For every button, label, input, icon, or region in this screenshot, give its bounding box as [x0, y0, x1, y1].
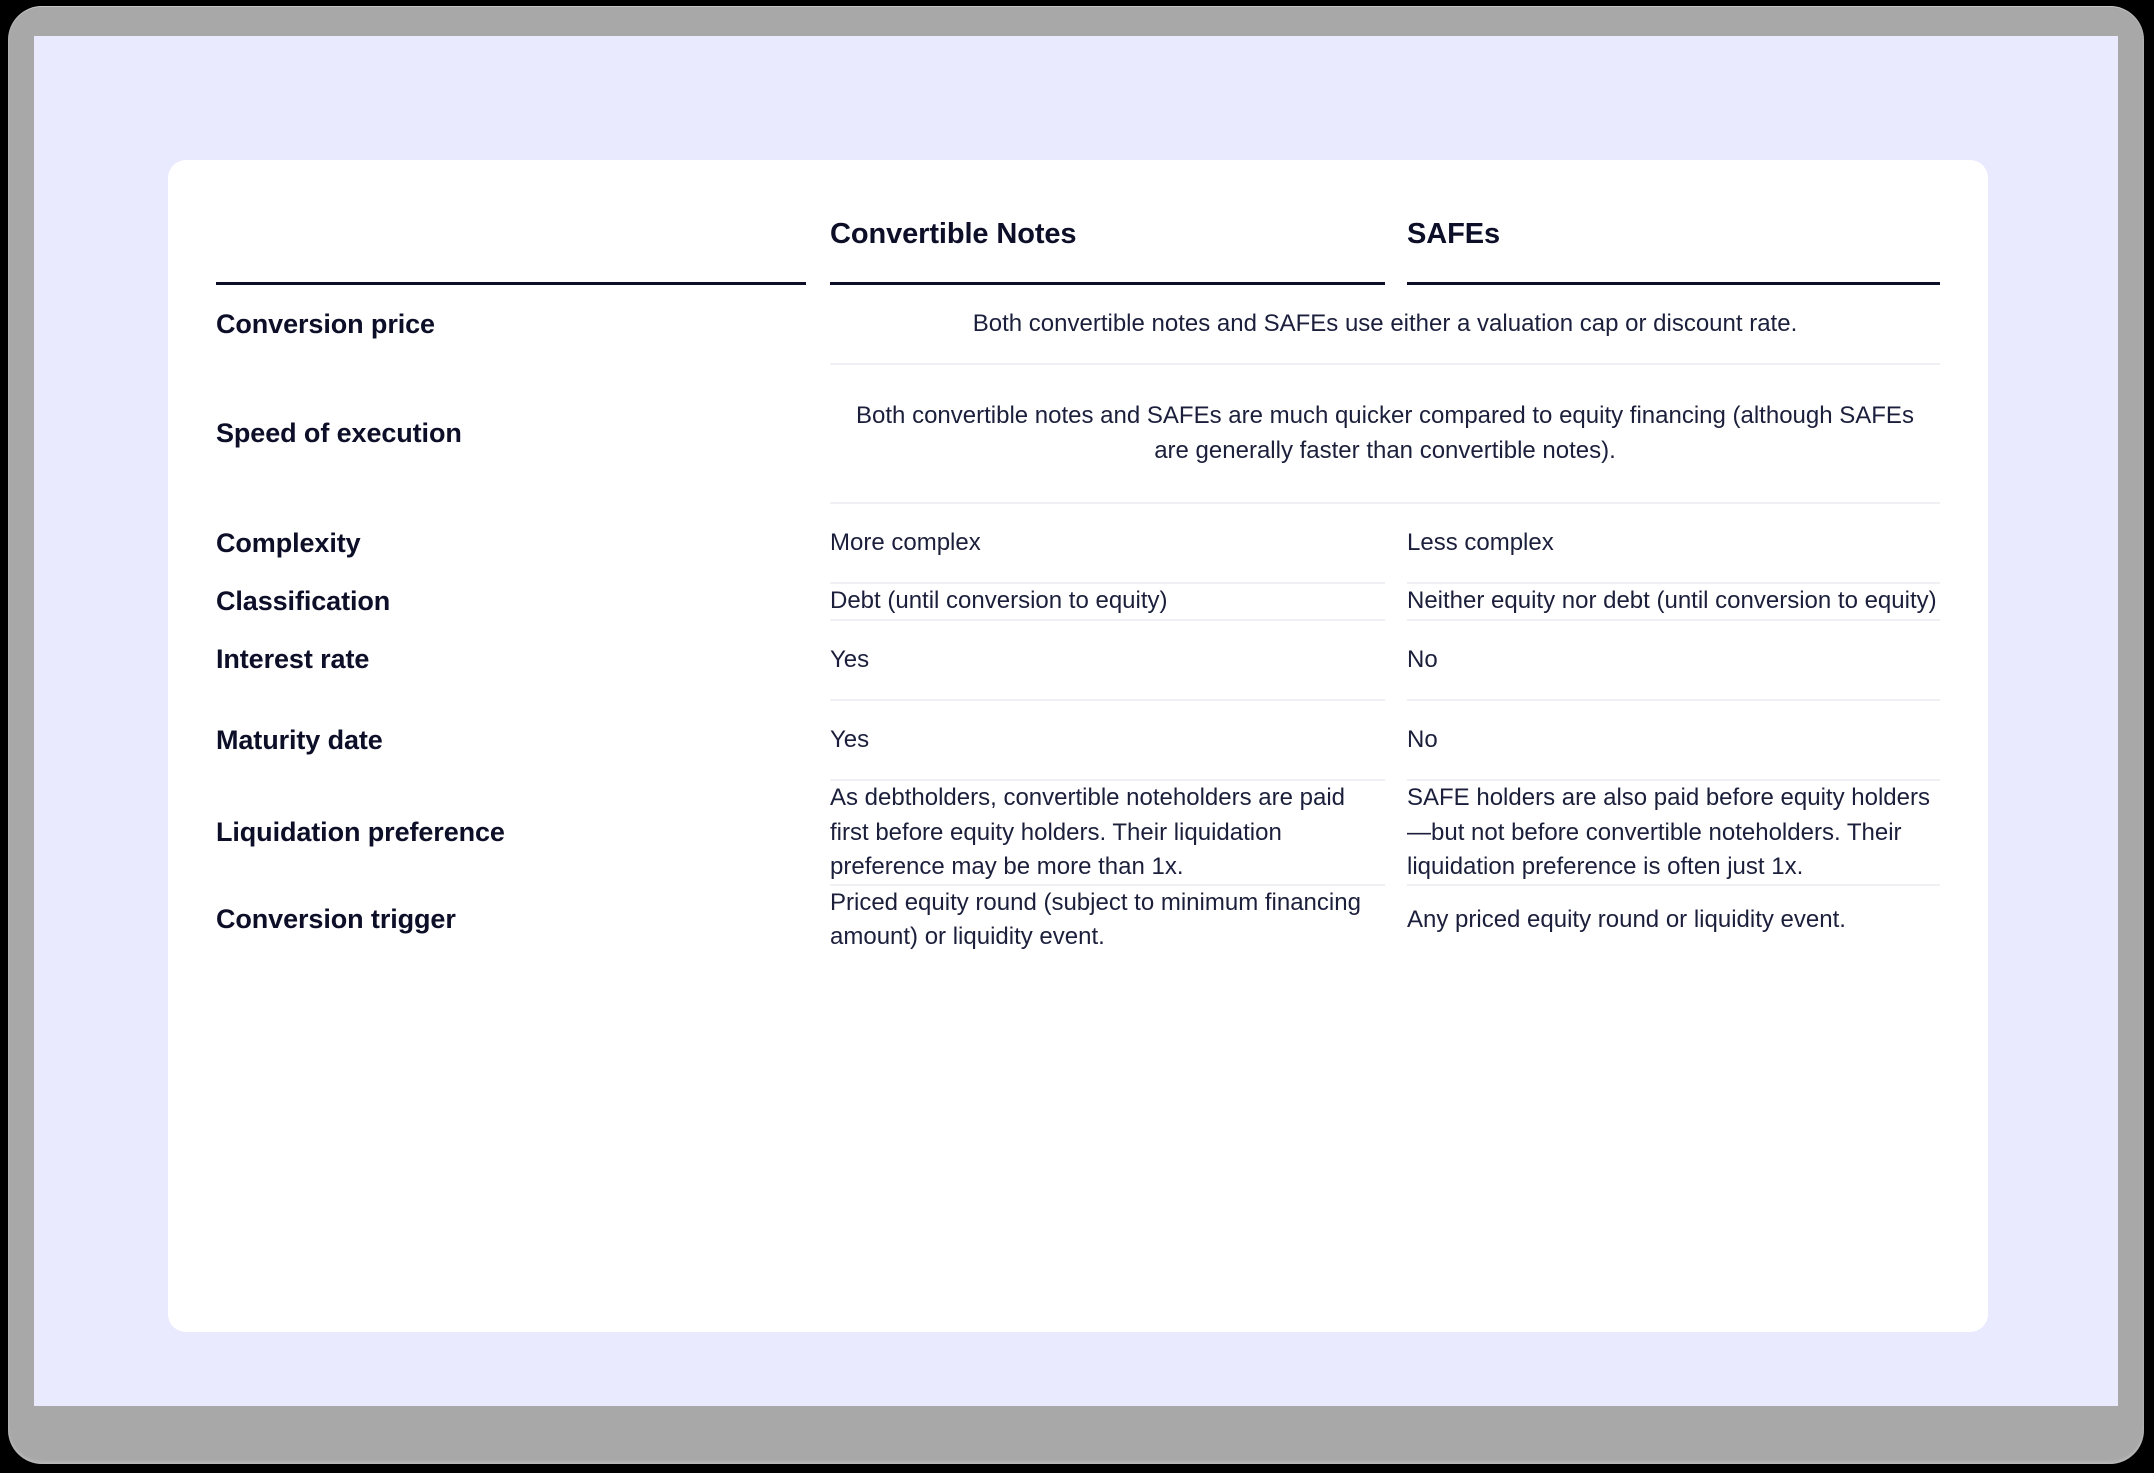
header-gap-1 [806, 186, 830, 284]
row-gap [806, 583, 830, 619]
table-row-complexity [216, 503, 1940, 583]
cell-interest-rate-notes: Yes [830, 620, 1385, 700]
row-gap [806, 620, 830, 700]
row-gap [806, 700, 830, 780]
row-label-complexity: Complexity [216, 527, 361, 558]
table-row-conversion-trigger [216, 885, 1940, 955]
row-gap [806, 284, 830, 365]
column-header-safes: SAFEs [1407, 186, 1940, 284]
row-gap [806, 780, 830, 885]
row-label-classification: Classification [216, 585, 391, 616]
comparison-card [168, 160, 1988, 1332]
cell-classification-safes: Neither equity nor debt (until conversion to equity) [1407, 583, 1940, 619]
cell-conversion-trigger-safes: Any priced equity round or liquidity event. [1407, 906, 1846, 934]
row-label-maturity-date: Maturity date [216, 724, 383, 755]
cell-speed-of-execution-merged: Both convertible notes and SAFEs are much quicker compared to equity financing (although SAFEs are generally faster than convertible notes). [830, 364, 1940, 503]
cell-classification-notes: Debt (until conversion to equity) [830, 583, 1385, 619]
page-surface [34, 36, 2118, 1406]
table-row-speed-of-execution [216, 364, 1940, 503]
table-row-interest-rate [216, 620, 1940, 700]
device-bezel [8, 6, 2144, 1464]
row-label-conversion-price: Conversion price [216, 309, 435, 340]
row-gap [1385, 503, 1407, 583]
row-label-liquidation-preference: Liquidation preference [216, 817, 505, 848]
row-label-conversion-trigger: Conversion trigger [216, 904, 456, 935]
row-gap [806, 364, 830, 503]
row-gap [806, 885, 830, 955]
table-body [216, 284, 1940, 955]
cell-conversion-trigger-notes: Priced equity round (subject to minimum financing amount) or liquidity event. [830, 889, 1361, 951]
row-gap [1385, 583, 1407, 619]
row-gap [1385, 700, 1407, 780]
cell-complexity-notes: More complex [830, 503, 1385, 583]
cell-interest-rate-safes: No [1407, 620, 1940, 700]
comparison-table [216, 186, 1940, 955]
cell-maturity-date-notes: Yes [830, 700, 1385, 780]
header-gap-2 [1385, 186, 1407, 284]
table-row-liquidation-preference [216, 780, 1940, 885]
table-head [216, 186, 1940, 284]
row-gap [1385, 885, 1407, 955]
table-row-conversion-price [216, 284, 1940, 365]
column-header-convertible-notes: Convertible Notes [830, 186, 1385, 284]
cell-liquidation-preference-safes: SAFE holders are also paid before equity holders—but not before convertible noteholders. Their liquidation preference is often just 1x. [1407, 780, 1940, 885]
table-row-maturity-date [216, 700, 1940, 780]
cell-conversion-price-merged: Both convertible notes and SAFEs use either a valuation cap or discount rate. [830, 284, 1940, 365]
cell-maturity-date-safes: No [1407, 700, 1940, 780]
table-header-row [216, 186, 1940, 284]
row-label-speed-of-execution: Speed of execution [216, 418, 462, 449]
cell-complexity-safes: Less complex [1407, 503, 1940, 583]
row-gap [1385, 620, 1407, 700]
row-label-interest-rate: Interest rate [216, 644, 370, 675]
cell-liquidation-preference-notes: As debtholders, convertible noteholders are paid first before equity holders. Their liquidation preference may be more than 1x. [830, 780, 1385, 885]
table-corner-cell [216, 186, 806, 284]
row-gap [806, 503, 830, 583]
row-gap [1385, 780, 1407, 885]
table-row-classification [216, 583, 1940, 619]
